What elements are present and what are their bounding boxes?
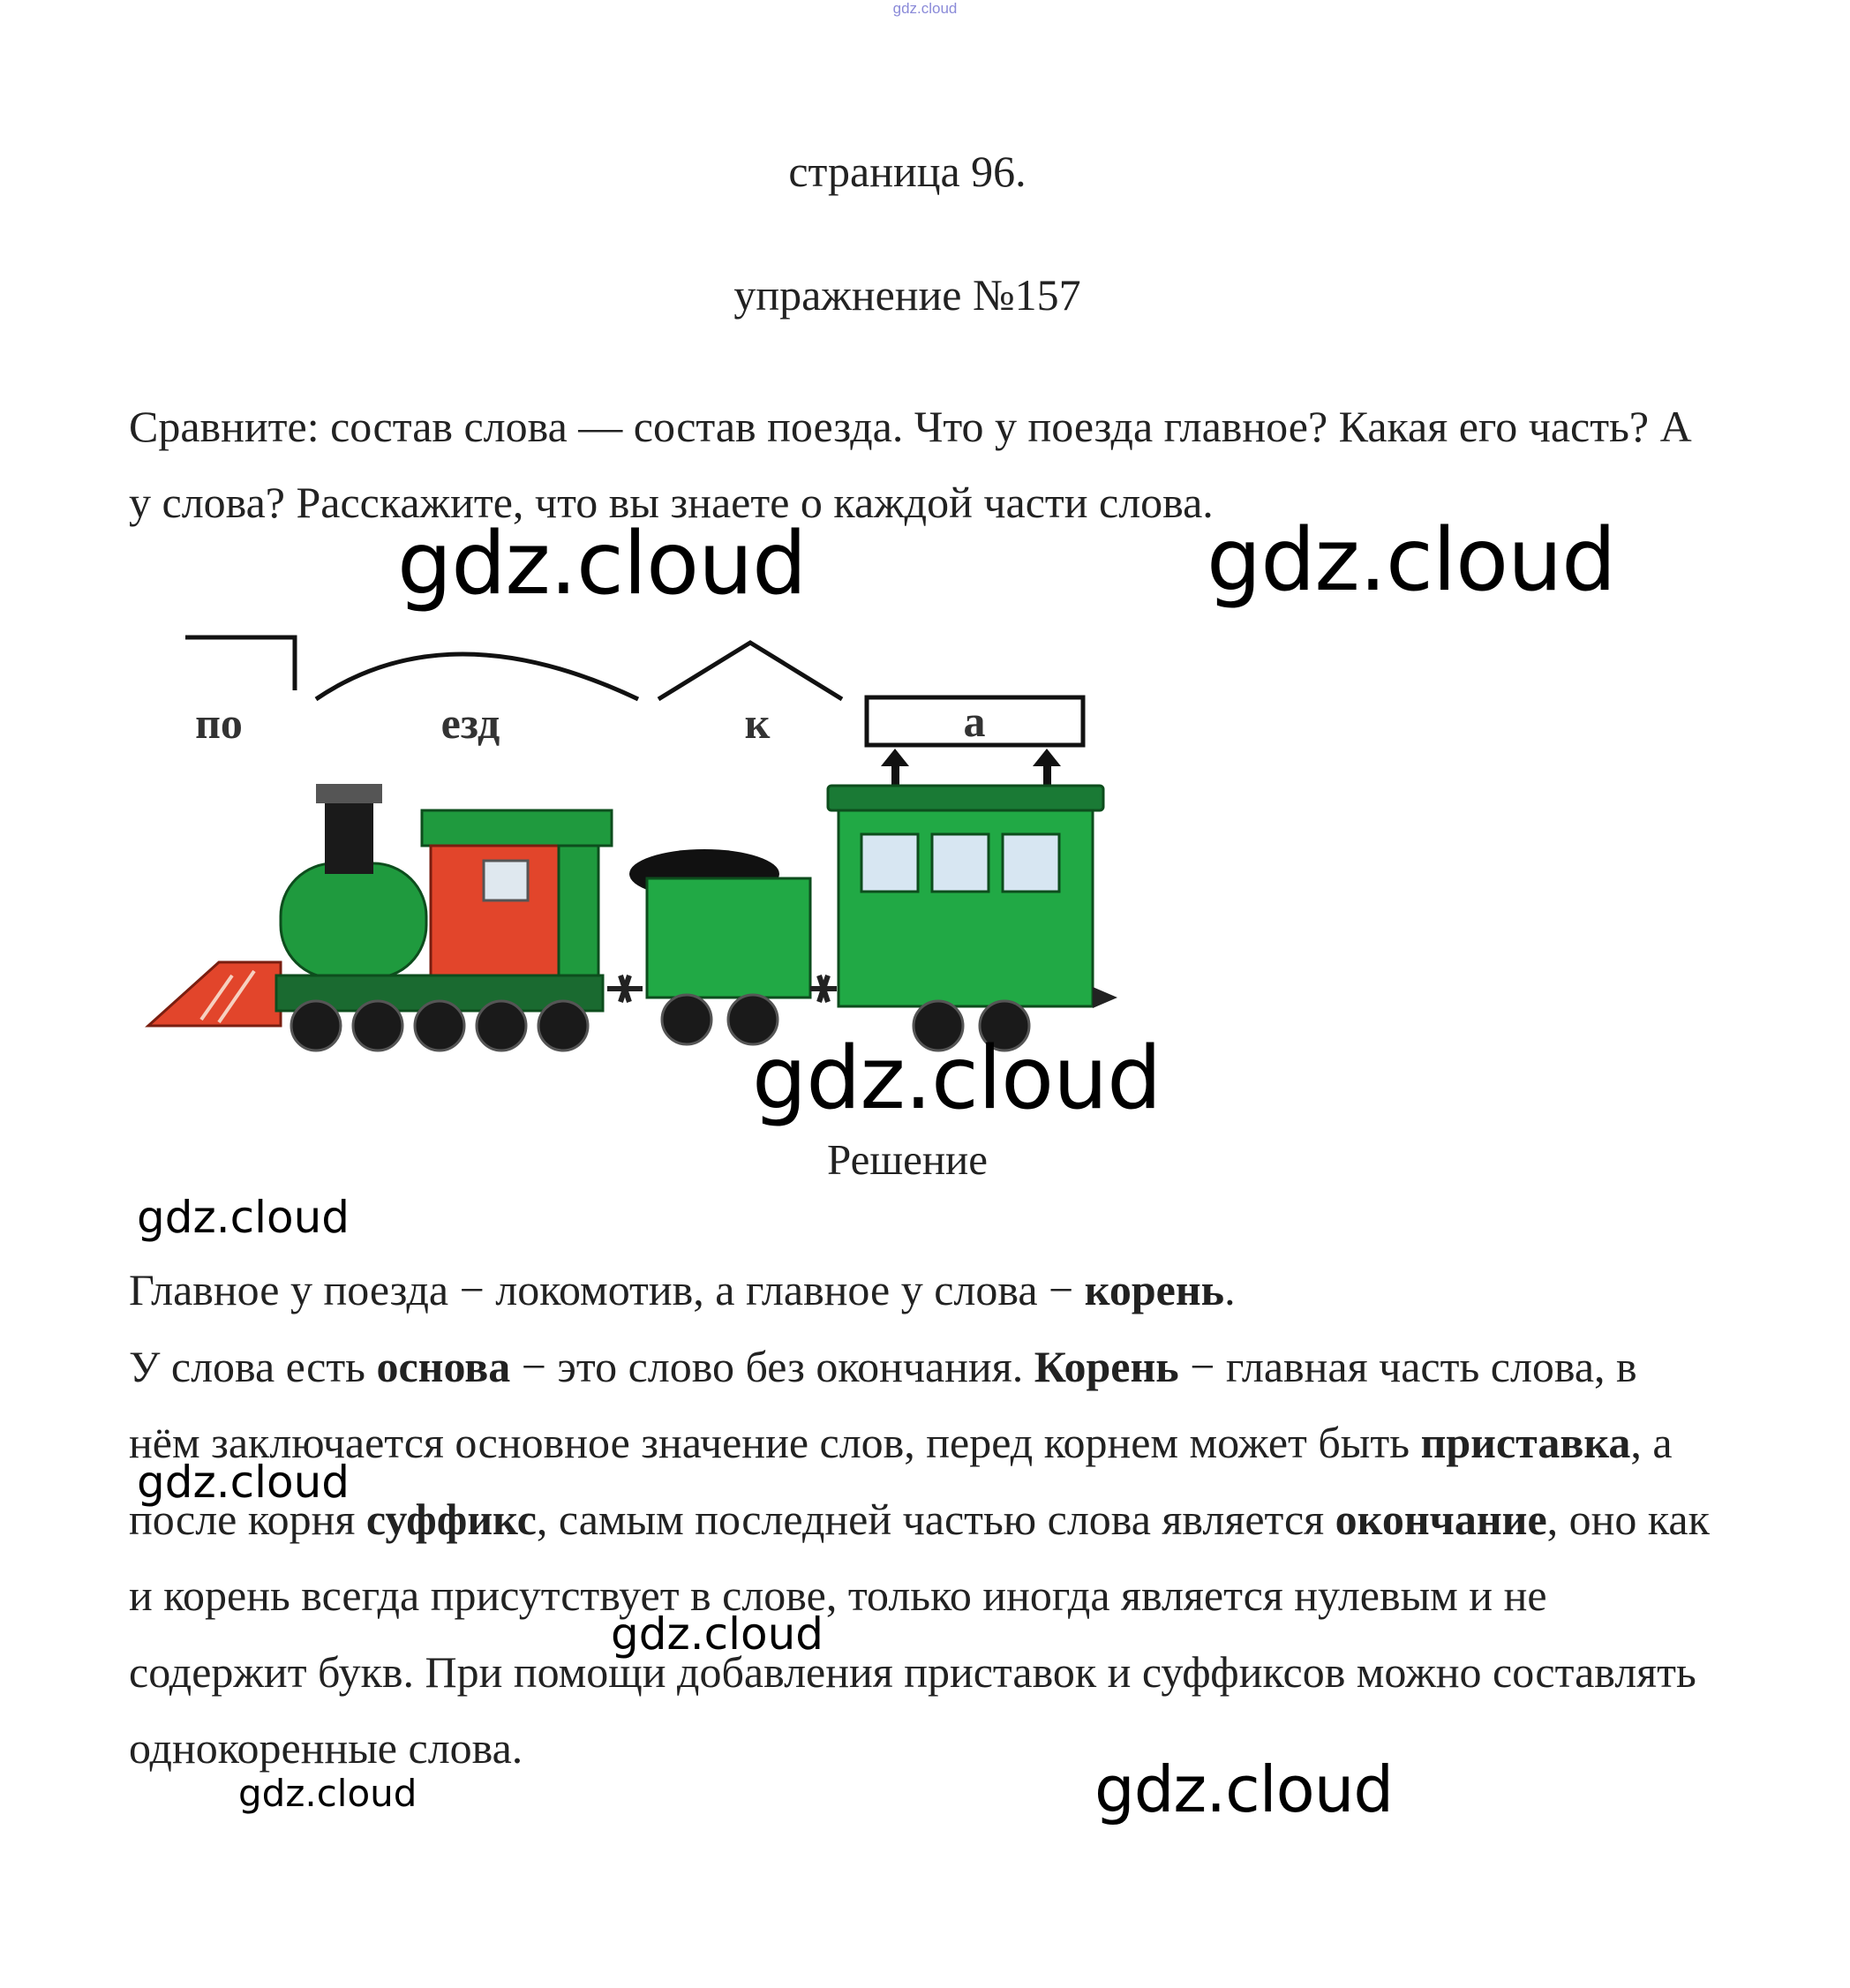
wagon-window [861,834,918,892]
wagon [828,786,1117,1050]
watermark: gdz.cloud [611,1608,824,1660]
watermark: gdz.cloud [397,514,807,614]
wagon-window [1003,834,1059,892]
morpheme-scheme [185,637,1083,745]
cow-catcher [148,962,281,1026]
coupler-2 [810,975,837,1002]
watermark: gdz.cloud [238,1772,417,1815]
answer-text [129,1252,1718,1787]
cab-roof [422,810,612,846]
watermark: gdz.cloud [137,1192,350,1243]
watermark: gdz.cloud [1207,510,1616,611]
prefix-label: по [195,698,243,748]
cab-window [484,861,528,900]
exercise-heading: упражнение №157 [733,270,1081,320]
wagon-roof [828,786,1103,810]
root-label: езд [440,698,500,748]
ending-label: а [963,697,986,746]
page-heading: страница 96. [788,147,1027,196]
answer-paragraph-1: Главное у поезда − локомотив, а главное у слова − корень. [129,1265,1236,1314]
coupler-1 [607,975,643,1002]
task-text: Сравните: состав слова — состав поезда. Что у поезда главное? Какая его часть? А у слова? Расскажите, что вы знаете о каждой части слова. [129,402,1692,527]
header-watermark: gdz.cloud [892,0,958,17]
suffix-label: к [744,698,771,748]
watermark: gdz.cloud [1094,1752,1394,1826]
answer-paragraph-2: У слова есть основа − это слово без окончания. Корень − главная часть слова, в нём заключается основное значение слов, перед корнем может быть приставка, а после корня суффикс, самым последней частью слова является окончание, оно как и корень всегда присутствует в слове, только иногда является нулевым и не содержит букв. При помощи добавления приставок и суффиксов можно составлять однокоренные слова. [129,1341,1710,1773]
root-arc [316,654,638,699]
prefix-mark [185,637,295,690]
wagon-window [932,834,989,892]
suffix-mark [658,643,842,699]
watermark: gdz.cloud [752,1028,1162,1129]
watermark: gdz.cloud [137,1457,350,1508]
locomotive [148,784,612,1050]
solution-heading: Решение [826,1135,989,1184]
tender [629,849,810,1044]
train-illustration [131,618,1137,1059]
chimney [325,794,373,874]
boiler [281,863,426,978]
